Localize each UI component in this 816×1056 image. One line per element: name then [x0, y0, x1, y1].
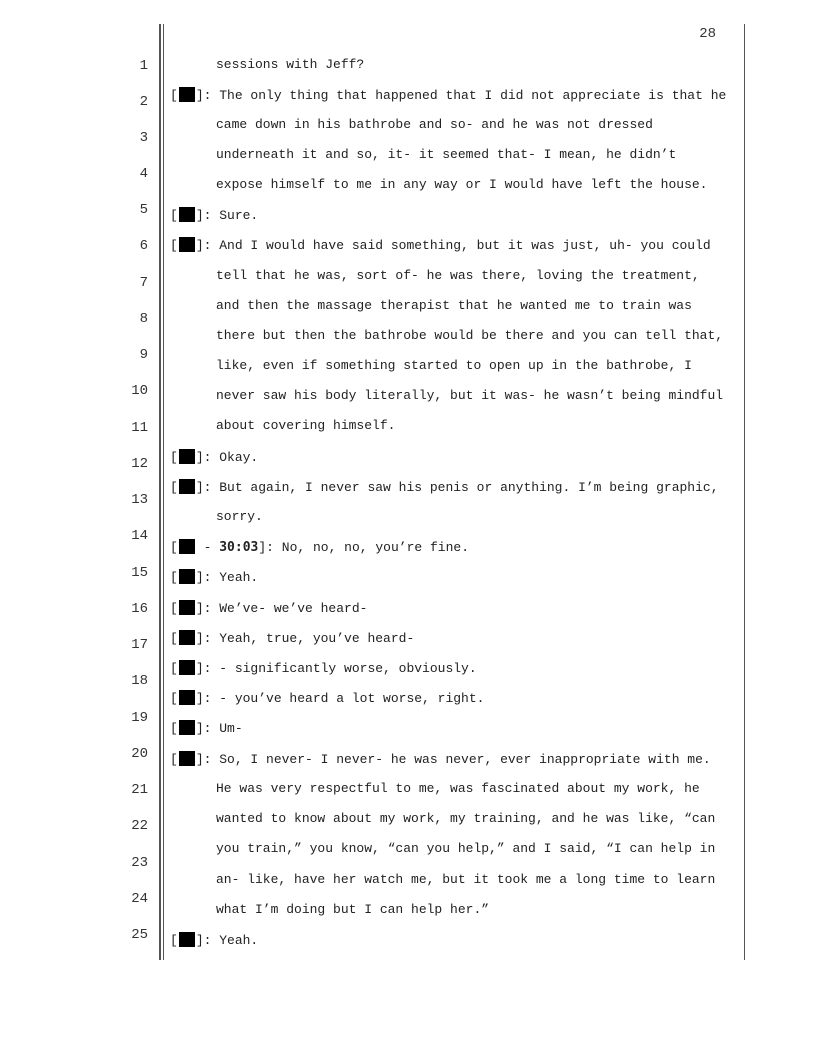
line-number: 1	[139, 58, 148, 74]
transcript-line: sorry.	[216, 509, 263, 524]
redaction-block	[179, 600, 195, 615]
transcript-line: [ ]: So, I never- I never- he was never, ever inappropriate with me.	[170, 752, 711, 767]
redaction-block	[179, 660, 195, 675]
line-text: Yeah.	[219, 570, 259, 585]
line-number: 23	[131, 855, 148, 871]
transcript-line: wanted to know about my work, my training, and he was like, “can	[216, 811, 716, 826]
transcript-line: an- like, have her watch me, but it took me a long time to learn	[216, 872, 716, 887]
line-number: 17	[131, 637, 148, 653]
line-text: So, I never- I never- he was never, ever inappropriate with me.	[219, 752, 711, 767]
redaction-block	[179, 569, 195, 584]
transcript-line: and then the massage therapist that he wanted me to train was	[216, 298, 692, 313]
line-text: Okay.	[219, 450, 259, 465]
redaction-block	[179, 237, 195, 252]
transcript-line: [ ]: - significantly worse, obviously.	[170, 661, 477, 676]
transcript-line: tell that he was, sort of- he was there, loving the treatment,	[216, 268, 700, 283]
line-number: 18	[131, 673, 148, 689]
redaction-block	[179, 932, 195, 947]
line-text: Sure.	[219, 208, 259, 223]
line-number: 5	[139, 202, 148, 218]
line-number: 13	[131, 492, 148, 508]
transcript-line: [ ]: We’ve- we’ve heard-	[170, 601, 368, 616]
transcript-line: [ ]: Okay.	[170, 450, 259, 465]
margin-rule-left	[159, 24, 161, 960]
redaction-block	[179, 449, 195, 464]
line-number: 3	[139, 130, 148, 146]
transcript-line: [ ]: Yeah, true, you’ve heard-	[170, 631, 415, 646]
line-text: Yeah, true, you’ve heard-	[219, 631, 415, 646]
transcript-line: what I’m doing but I can help her.”	[216, 902, 490, 917]
redaction-block	[179, 690, 195, 705]
margin-rule-left-inner	[163, 24, 164, 960]
line-number: 24	[131, 891, 148, 907]
line-number: 21	[131, 782, 148, 798]
transcript-line: came down in his bathrobe and so- and he was not dressed	[216, 117, 653, 132]
transcript-line: about covering himself.	[216, 418, 396, 433]
transcript-line: [ ]: Sure.	[170, 208, 259, 223]
line-number: 8	[139, 311, 148, 327]
line-number: 9	[139, 347, 148, 363]
transcript-line: [ - 30:03]: No, no, no, you’re fine.	[170, 540, 469, 555]
transcript-line: like, even if something started to open up in the bathrobe, I	[216, 358, 692, 373]
line-number: 20	[131, 746, 148, 762]
line-number: 12	[131, 456, 148, 472]
line-number: 16	[131, 601, 148, 617]
redaction-block	[179, 539, 195, 554]
line-text: Um-	[219, 721, 243, 736]
line-text: No, no, no, you’re fine.	[281, 540, 469, 555]
line-number: 19	[131, 710, 148, 726]
transcript-line: He was very respectful to me, was fascinated about my work, he	[216, 781, 700, 796]
line-number: 2	[139, 94, 148, 110]
transcript-line: [ ]: - you’ve heard a lot worse, right.	[170, 691, 485, 706]
line-number: 4	[139, 166, 148, 182]
line-text: The only thing that happened that I did not appreciate is that he	[219, 88, 727, 103]
redaction-block	[179, 479, 195, 494]
line-text: - significantly worse, obviously.	[219, 661, 477, 676]
transcript-line: [ ]: Um-	[170, 721, 243, 736]
page-number: 28	[699, 26, 716, 42]
line-number: 25	[131, 927, 148, 943]
redaction-block	[179, 87, 195, 102]
transcript-line: [ ]: The only thing that happened that I did not appreciate is that he	[170, 88, 727, 103]
line-text: We’ve- we’ve heard-	[219, 601, 368, 616]
transcript-line: underneath it and so, it- it seemed that- I mean, he didn’t	[216, 147, 677, 162]
redaction-block	[179, 751, 195, 766]
line-number: 7	[139, 275, 148, 291]
line-number: 14	[131, 528, 148, 544]
line-text: Yeah.	[219, 933, 259, 948]
line-number: 10	[131, 383, 148, 399]
redaction-block	[179, 630, 195, 645]
transcript-line: there but then the bathrobe would be there and you can tell that,	[216, 328, 724, 343]
line-number: 11	[131, 420, 148, 436]
line-text: But again, I never saw his penis or anything. I’m being graphic,	[219, 480, 719, 495]
line-number: 15	[131, 565, 148, 581]
transcript-line: expose himself to me in any way or I would have left the house.	[216, 177, 708, 192]
transcript-line: [ ]: But again, I never saw his penis or anything. I’m being graphic,	[170, 480, 719, 495]
margin-rule-right	[744, 24, 745, 960]
transcript-line: [ ]: And I would have said something, but it was just, uh- you could	[170, 238, 711, 253]
transcript-line: never saw his body literally, but it was- he wasn’t being mindful	[216, 388, 724, 403]
transcript-line: sessions with Jeff?	[216, 57, 365, 72]
redaction-block	[179, 720, 195, 735]
line-number: 22	[131, 818, 148, 834]
line-number: 6	[139, 238, 148, 254]
line-text: And I would have said something, but it was just, uh- you could	[219, 238, 711, 253]
redaction-block	[179, 207, 195, 222]
transcript-line: [ ]: Yeah.	[170, 933, 259, 948]
timestamp: 30:03	[219, 540, 259, 555]
transcript-line: you train,” you know, “can you help,” and I said, “I can help in	[216, 841, 716, 856]
transcript-line: [ ]: Yeah.	[170, 570, 259, 585]
line-text: - you’ve heard a lot worse, right.	[219, 691, 485, 706]
